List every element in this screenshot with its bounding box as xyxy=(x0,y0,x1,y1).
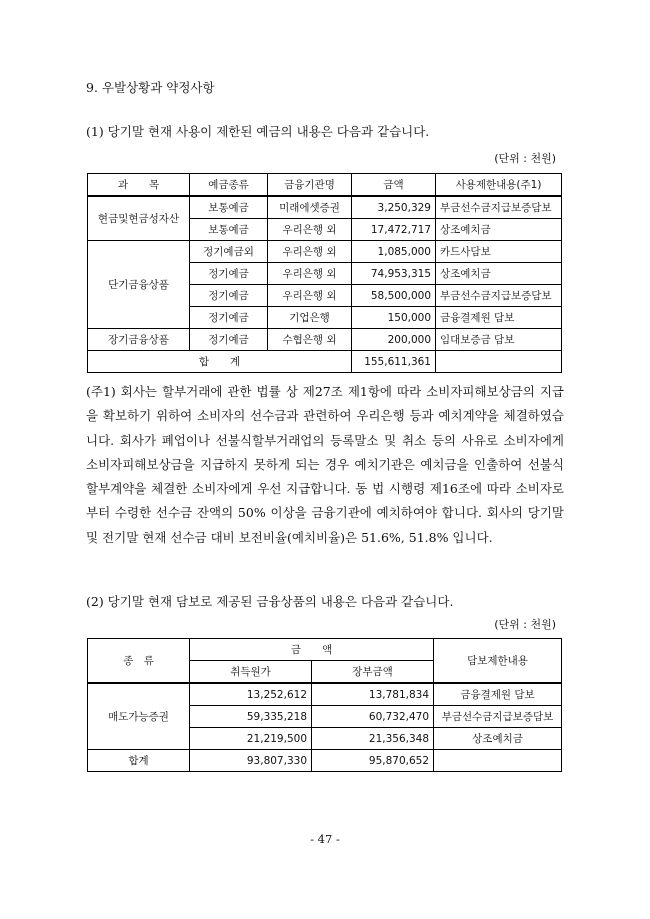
cell-bank: 우리은행 외 xyxy=(268,241,352,263)
cell-type: 보통예금 xyxy=(190,219,268,241)
cell-bank: 우리은행 외 xyxy=(268,285,352,307)
table-row xyxy=(88,241,562,263)
cell-desc: 부금선수금지급보증담보 xyxy=(434,706,562,728)
section1-title: (1) 당기말 현재 사용이 제한된 예금의 내용은 다음과 같습니다. xyxy=(86,124,430,139)
group-long-term: 장기금융상품 xyxy=(88,329,190,351)
header-amount: 금 액 xyxy=(190,639,434,661)
header-account: 과 목 xyxy=(88,174,190,197)
cell-book: 21,356,348 xyxy=(312,728,434,750)
header-book: 장부금액 xyxy=(312,661,434,684)
cell-amount: 3,250,329 xyxy=(352,196,436,219)
section2-title: (2) 당기말 현재 담보로 제공된 금융상품의 내용은 다음과 같습니다. xyxy=(86,594,454,609)
cell-desc: 금융결제원 담보 xyxy=(436,307,562,329)
cell-desc: 상조예치금 xyxy=(434,728,562,750)
cell-cost: 21,219,500 xyxy=(190,728,312,750)
table-header-row xyxy=(88,174,562,197)
cell-type: 보통예금 xyxy=(190,196,268,219)
section1-unit: (단위 : 천원) xyxy=(494,152,556,165)
cell-type: 정기예금 xyxy=(190,263,268,285)
section-heading: 9. 우발상황과 약정사항 xyxy=(86,80,215,95)
cell-type: 정기예금외 xyxy=(190,241,268,263)
page-number: - 47 - xyxy=(310,832,340,846)
header-restriction: 담보제한내용 xyxy=(434,639,562,684)
group-short-term: 단기금융상품 xyxy=(88,241,190,329)
cell-amount: 58,500,000 xyxy=(352,285,436,307)
cell-amount: 200,000 xyxy=(352,329,436,351)
cell-cost: 13,252,612 xyxy=(190,683,312,706)
cell-desc: 상조예치금 xyxy=(436,219,562,241)
cell-bank: 우리은행 외 xyxy=(268,219,352,241)
group-cash: 현금및현금성자산 xyxy=(88,196,190,241)
table-row xyxy=(88,196,562,219)
header-deposit-type: 예금종류 xyxy=(190,174,268,197)
table-header-row xyxy=(88,639,562,661)
total-row xyxy=(88,351,562,373)
section2-unit: (단위 : 천원) xyxy=(494,618,556,631)
cell-amount: 74,953,315 xyxy=(352,263,436,285)
cell-desc: 금융결제원 담보 xyxy=(434,683,562,706)
restricted-deposits-table xyxy=(87,173,562,373)
table-row xyxy=(88,683,562,706)
cell-bank: 수협은행 외 xyxy=(268,329,352,351)
total-book: 95,870,652 xyxy=(312,750,434,772)
total-cost: 93,807,330 xyxy=(190,750,312,772)
cell-bank: 미래에셋증권 xyxy=(268,196,352,219)
header-bank: 금융기관명 xyxy=(268,174,352,197)
total-label: 합계 xyxy=(88,750,190,772)
total-desc-empty xyxy=(434,750,562,772)
header-amount: 금액 xyxy=(352,174,436,197)
total-label: 합 계 xyxy=(88,351,352,373)
table-row xyxy=(88,329,562,351)
header-cost: 취득원가 xyxy=(190,661,312,684)
cell-bank: 기업은행 xyxy=(268,307,352,329)
total-amount: 155,611,361 xyxy=(352,351,436,373)
total-desc-empty xyxy=(436,351,562,373)
total-row xyxy=(88,750,562,772)
cell-amount: 150,000 xyxy=(352,307,436,329)
cell-amount: 1,085,000 xyxy=(352,241,436,263)
footnote-paragraph: (주1) 회사는 할부거래에 관한 법률 상 제27조 제1항에 따라 소비자피해보상금의 지급을 확보하기 위하여 소비자의 선수금과 관련하여 우리은행 등과 예치계약을 체결하였습니다. 회사가 폐업이나 선불식할부거래업의 등록말소 및 취소 등의 사유로 소비자에게 소비자피해보상금을 지급하지 못하게 되는 경우 예치기관은 예치금을 인출하여 선불식 할부계약을 체결한 소비자에게 우선 지급합니다. 동 법 시행령 제16조에 따라 소비자로부터 수령한 선수금 잔액의 50% 이상을 금융기관에 예치하여야 합니다. 회사의 당기말 및 전기말 현재 선수금 대비 보전비율(예치비율)은 51.6%, 51.8% 입니다. xyxy=(86,384,564,545)
pledged-assets-table xyxy=(87,638,562,772)
cell-desc: 상조예치금 xyxy=(436,263,562,285)
cell-desc: 부금선수금지급보증담보 xyxy=(436,285,562,307)
header-kind: 종 류 xyxy=(88,639,190,684)
cell-type: 정기예금 xyxy=(190,307,268,329)
cell-desc: 카드사담보 xyxy=(436,241,562,263)
cell-desc: 부금선수금지급보증담보 xyxy=(436,196,562,219)
cell-desc: 임대보증금 담보 xyxy=(436,329,562,351)
cell-book: 13,781,834 xyxy=(312,683,434,706)
cell-bank: 우리은행 외 xyxy=(268,263,352,285)
cell-book: 60,732,470 xyxy=(312,706,434,728)
cell-amount: 17,472,717 xyxy=(352,219,436,241)
cell-type: 정기예금 xyxy=(190,329,268,351)
cell-type: 정기예금 xyxy=(190,285,268,307)
header-restriction: 사용제한내용(주1) xyxy=(436,174,562,197)
cell-cost: 59,335,218 xyxy=(190,706,312,728)
group-afs: 매도가능증권 xyxy=(88,683,190,750)
